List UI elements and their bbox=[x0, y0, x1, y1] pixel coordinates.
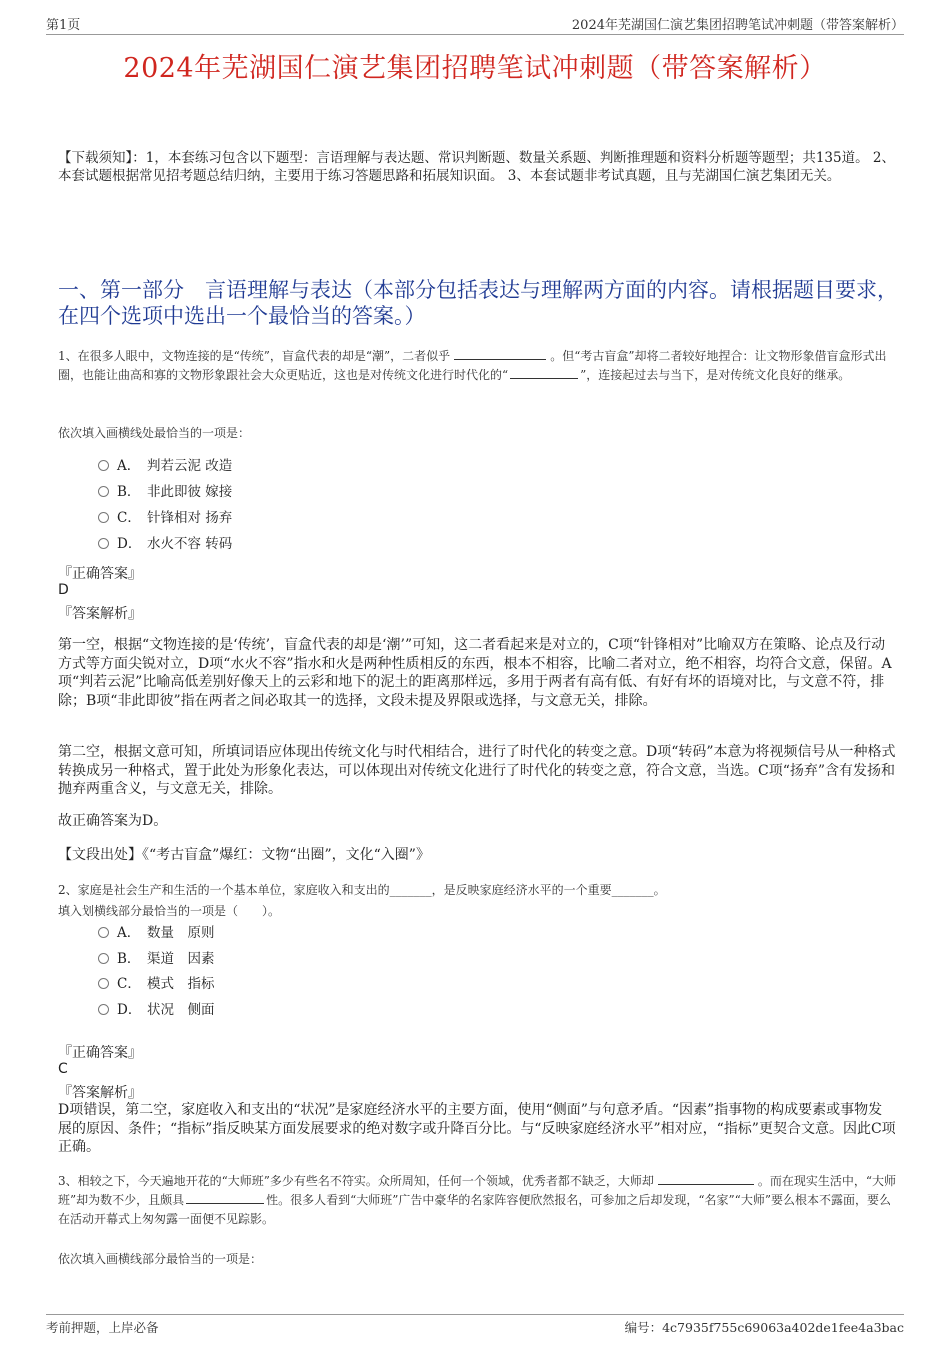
question-2-stem: 2、家庭是社会生产和生活的一个基本单位，家庭收入和支出的_______，是反映家庭经济水平的一个重要_______。 bbox=[58, 883, 666, 897]
document-title: 2024年芜湖国仁演艺集团招聘笔试冲刺题（带答案解析） bbox=[123, 53, 827, 84]
q3-blank-2 bbox=[186, 1191, 264, 1204]
q1-text-part3: ”，连接起过去与当下，是对传统文化良好的继承。 bbox=[580, 368, 851, 382]
q1-blank-2 bbox=[510, 366, 578, 379]
radio-icon[interactable] bbox=[98, 927, 109, 938]
q3-text-part3: 性。很多人看到“大师班”广告中豪华的名家阵容便欣然报名，可参加之后却发现，“名家”“大师”要么根本不露面，要么在活动开幕式上匆匆露一面便不见踪影。 bbox=[58, 1193, 891, 1226]
q1-source: 【文段出处】《“考古盲盒”爆红：文物“出圈”，文化“入圈”》 bbox=[58, 847, 430, 863]
q1-answer: D bbox=[58, 582, 69, 598]
radio-icon[interactable] bbox=[98, 460, 109, 471]
question-1-stem bbox=[58, 347, 900, 385]
q1-text-part2: 。但“考古盲盒”却将二者较好地捏合：让文物形象借盲盒形式出圈，也能让曲高和寡的文物形象跟社会大众更贴近，这也是对传统文化进行时代化的“ bbox=[58, 349, 887, 382]
q1-option-a[interactable]: A． 判若云泥 改造 bbox=[98, 456, 232, 476]
radio-icon[interactable] bbox=[98, 486, 109, 497]
q1-option-c[interactable]: C． 针锋相对 扬弃 bbox=[98, 508, 232, 528]
q2-answer-label: 『正确答案』 bbox=[58, 1045, 142, 1061]
download-notice: 【下载须知】：1，本套练习包含以下题型：言语理解与表达题、常识判断题、数量关系题、判断推理题和资料分析题等题型；共135道。 2、本套试题根据常见招考题总结归纳，主要用于练习答题思路和拓展知识面。 3、本套试题非考试真题，且与芜湖国仁演艺集团无关。 bbox=[58, 150, 895, 184]
radio-icon[interactable] bbox=[98, 1004, 109, 1015]
question-3-stem bbox=[58, 1172, 900, 1229]
q3-text-part2: 。而在现实生活中，“大师班”却为数不少，且颇具 bbox=[58, 1174, 897, 1207]
q1-option-b[interactable]: B． 非此即彼 嫁接 bbox=[98, 482, 232, 502]
q2-option-c[interactable]: C． 模式 指标 bbox=[98, 974, 215, 994]
q3-blank-1 bbox=[658, 1172, 754, 1185]
q1-prompt: 依次填入画横线处最恰当的一项是： bbox=[58, 426, 251, 440]
q2-prompt: 填入划横线部分最恰当的一项是（ ）。 bbox=[58, 904, 281, 918]
q2-option-d[interactable]: D． 状况 侧面 bbox=[98, 1000, 215, 1020]
page-number: 第1页 bbox=[46, 18, 81, 33]
q2-option-a[interactable]: A． 数量 原则 bbox=[98, 923, 215, 943]
q3-prompt: 依次填入画横线部分最恰当的一项是： bbox=[58, 1252, 263, 1266]
footer-divider bbox=[46, 1314, 904, 1315]
radio-icon[interactable] bbox=[98, 538, 109, 549]
q1-analysis-para-2: 第二空，根据文意可知，所填词语应体现出传统文化与时代相结合，进行了时代化的转变之意。D项“转码”本意为将视频信号从一种格式转换成另一种格式，置于此处为形象化表达，可以体现出对传统文化进行了时代化的转变之意，符合文意，当选。C项“扬弃”含有发扬和抛弃两重含义，与文意无关，排除。 bbox=[58, 744, 896, 797]
q1-text-part1: 1、在很多人眼中，文物连接的是“传统”，盲盒代表的却是“潮”，二者似乎 bbox=[58, 349, 451, 363]
section-heading: 一、第一部分 言语理解与表达（本部分包括表达与理解两方面的内容。请根据题目要求，在四个选项中选出一个最恰当的答案。） bbox=[58, 278, 898, 328]
footer-slogan: 考前押题，上岸必备 bbox=[46, 1320, 159, 1335]
document-id: 编号：4c7935f755c69063a402de1fee4a3bac bbox=[624, 1320, 904, 1335]
q3-text-part1: 3、相较之下，今天遍地开花的“大师班”多少有些名不符实。众所周知，任何一个领域，优秀者都不缺乏，大师却 bbox=[58, 1174, 654, 1188]
q1-analysis-label: 『答案解析』 bbox=[58, 606, 142, 622]
q1-analysis-conclusion: 故正确答案为D。 bbox=[58, 813, 168, 829]
running-header-title: 2024年芜湖国仁演艺集团招聘笔试冲刺题（带答案解析） bbox=[571, 18, 904, 33]
q1-option-d[interactable]: D． 水火不容 转码 bbox=[98, 534, 232, 554]
q1-answer-label: 『正确答案』 bbox=[58, 566, 142, 582]
q1-analysis-para-1: 第一空，根据“文物连接的是‘传统’，盲盒代表的却是‘潮’”可知，这二者看起来是对立的，C项“针锋相对”比喻双方在策略、论点及行动方式等方面尖锐对立，D项“水火不容”指水和火是两种性质相反的东西，根本不相容，比喻二者对立，绝不相容，均符合文意，保留。A项“判若云泥”比喻高低差别好像天上的云彩和地下的泥土的距离那样远，多用于两者有高有低、有好有坏的语境对比，与文意不符，排除；B项“非此即彼”指在两者之间必取其一的选择，文段未提及界限或选择，与文意无关，排除。 bbox=[58, 637, 892, 709]
q2-option-b[interactable]: B． 渠道 因素 bbox=[98, 949, 215, 969]
q2-analysis: D项错误，第二空，家庭收入和支出的“状况”是家庭经济水平的主要方面，使用“侧面”与句意矛盾。“因素”指事物的构成要素或事物发展的原因、条件；“指标”指反映某方面发展要求的绝对数字或升降百分比。与“反映家庭经济水平”相对应，“指标”更契合文意。因此C项正确。 bbox=[58, 1102, 896, 1155]
header-divider bbox=[46, 34, 904, 35]
radio-icon[interactable] bbox=[98, 953, 109, 964]
q2-answer: C bbox=[58, 1061, 68, 1077]
q2-analysis-label: 『答案解析』 bbox=[58, 1085, 142, 1101]
radio-icon[interactable] bbox=[98, 512, 109, 523]
radio-icon[interactable] bbox=[98, 978, 109, 989]
q1-blank-1 bbox=[454, 347, 546, 360]
